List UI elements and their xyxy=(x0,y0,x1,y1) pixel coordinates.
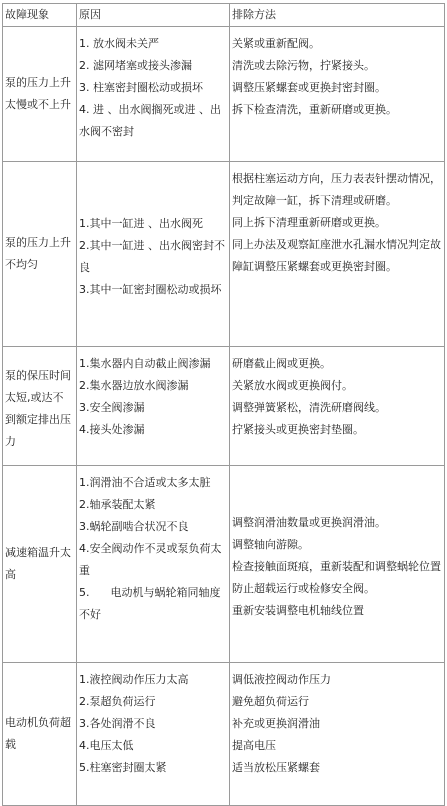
remedy-cell xyxy=(230,466,445,663)
table-row xyxy=(3,347,445,466)
header-fault: 故障现象 xyxy=(3,4,77,27)
cause-item: 2.其中一缸进 、出水阀密封不良 xyxy=(79,239,225,274)
header-row xyxy=(3,4,445,27)
remedy-item: 检查接触面斑痕，重新装配和调整蜗轮位置防止超载运行或检修安全阀。 xyxy=(232,560,441,595)
remedy-item: 拧紧接头或更换密封垫圈。 xyxy=(232,423,364,436)
remedy-item: 关紧或重新配阀。 xyxy=(232,37,320,50)
cause-item: 4.接头处渗漏 xyxy=(79,423,145,436)
table-row xyxy=(3,162,445,347)
remedy-item: 清洗或去除污物，拧紧接头。 xyxy=(232,59,375,72)
cause-item: 3.安全阀渗漏 xyxy=(79,401,145,414)
cause-item: 3.其中一缸密封圈松动或损坏 xyxy=(79,283,222,296)
remedy-item: 避免超负荷运行 xyxy=(232,695,309,708)
cause-item: 1. 放水阀未关严 xyxy=(79,37,159,50)
remedy-cell xyxy=(230,162,445,347)
cause-item: 4.安全阀动作不灵或泵负荷太重 xyxy=(79,542,222,577)
remedy-item: 同上办法及观察缸座泄水孔漏水情况判定故障缸调整压紧螺套或更换密封圈。 xyxy=(232,238,441,273)
fault-cell: 电动机负荷超载 xyxy=(3,663,77,806)
cause-item: 1.其中一缸进 、出水阀死 xyxy=(79,217,203,230)
cause-cell xyxy=(77,27,230,162)
remedy-item: 研磨截止阀或更换。 xyxy=(232,357,331,370)
remedy-item: 提高电压 xyxy=(232,739,276,752)
cause-cell xyxy=(77,347,230,466)
remedy-item: 调整弹簧紧松，清洗研磨阀线。 xyxy=(232,401,386,414)
cause-item: 1.液控阀动作压力太高 xyxy=(79,673,189,686)
header-remedy: 排除方法 xyxy=(230,4,445,27)
cause-item: 5.柱塞密封圈太紧 xyxy=(79,761,167,774)
header-cause: 原因 xyxy=(77,4,230,27)
cause-item: 2.轴承装配太紧 xyxy=(79,498,156,511)
cause-item: 4.电压太低 xyxy=(79,739,134,752)
fault-cell: 减速箱温升太高 xyxy=(3,466,77,663)
remedy-cell xyxy=(230,27,445,162)
cause-item: 3.蜗轮副啮合状况不良 xyxy=(79,520,189,533)
remedy-item: 补充或更换润滑油 xyxy=(232,717,320,730)
remedy-item: 调低液控阀动作压力 xyxy=(232,673,331,686)
cause-item: 1.集水器内自动截止阀渗漏 xyxy=(79,357,211,370)
remedy-cell xyxy=(230,347,445,466)
remedy-item: 适当放松压紧螺套 xyxy=(232,761,320,774)
fault-cell: 泵的压力上升不均匀 xyxy=(3,162,77,347)
fault-cell: 泵的保压时间太短,或达不到额定排出压力 xyxy=(3,347,77,466)
remedy-item: 同上拆下清理重新研磨或更换。 xyxy=(232,216,386,229)
cause-item: 4. 进 、出水阀搁死或进 、出水阀不密封 xyxy=(79,103,221,138)
cause-cell xyxy=(77,162,230,347)
remedy-item: 重新安装调整电机轴线位置 xyxy=(232,604,364,617)
remedy-item: 调整轴向游隙。 xyxy=(232,538,309,551)
table-row xyxy=(3,663,445,806)
remedy-item: 根据柱塞运动方向，压力表表针摆动情况，判定故障一缸，拆下清理或研磨。 xyxy=(232,172,441,207)
cause-cell xyxy=(77,466,230,663)
troubleshooting-table xyxy=(2,3,445,806)
remedy-cell xyxy=(230,663,445,806)
cause-item: 2.集水器边放水阀渗漏 xyxy=(79,379,189,392)
remedy-item: 关紧放水阀或更换阀付。 xyxy=(232,379,353,392)
table-row xyxy=(3,27,445,162)
cause-cell xyxy=(77,663,230,806)
remedy-item: 调整压紧螺套或更换封密封圈。 xyxy=(232,81,386,94)
cause-item: 2.泵超负荷运行 xyxy=(79,695,156,708)
remedy-item: 调整润滑油数量或更换润滑油。 xyxy=(232,516,386,529)
remedy-item: 拆下检查清洗，重新研磨或更换。 xyxy=(232,103,397,116)
cause-item: 5. 电动机与蜗轮箱同轴度不好 xyxy=(79,586,221,621)
cause-item: 2. 滤网堵塞或接头渗漏 xyxy=(79,59,192,72)
cause-item: 1.润滑油不合适或太多太脏 xyxy=(79,476,211,489)
cause-item: 3.各处润滑不良 xyxy=(79,717,156,730)
table-row xyxy=(3,466,445,663)
cause-item: 3. 柱塞密封圈松动或损坏 xyxy=(79,81,203,94)
fault-cell: 泵的压力上升太慢或不上升 xyxy=(3,27,77,162)
